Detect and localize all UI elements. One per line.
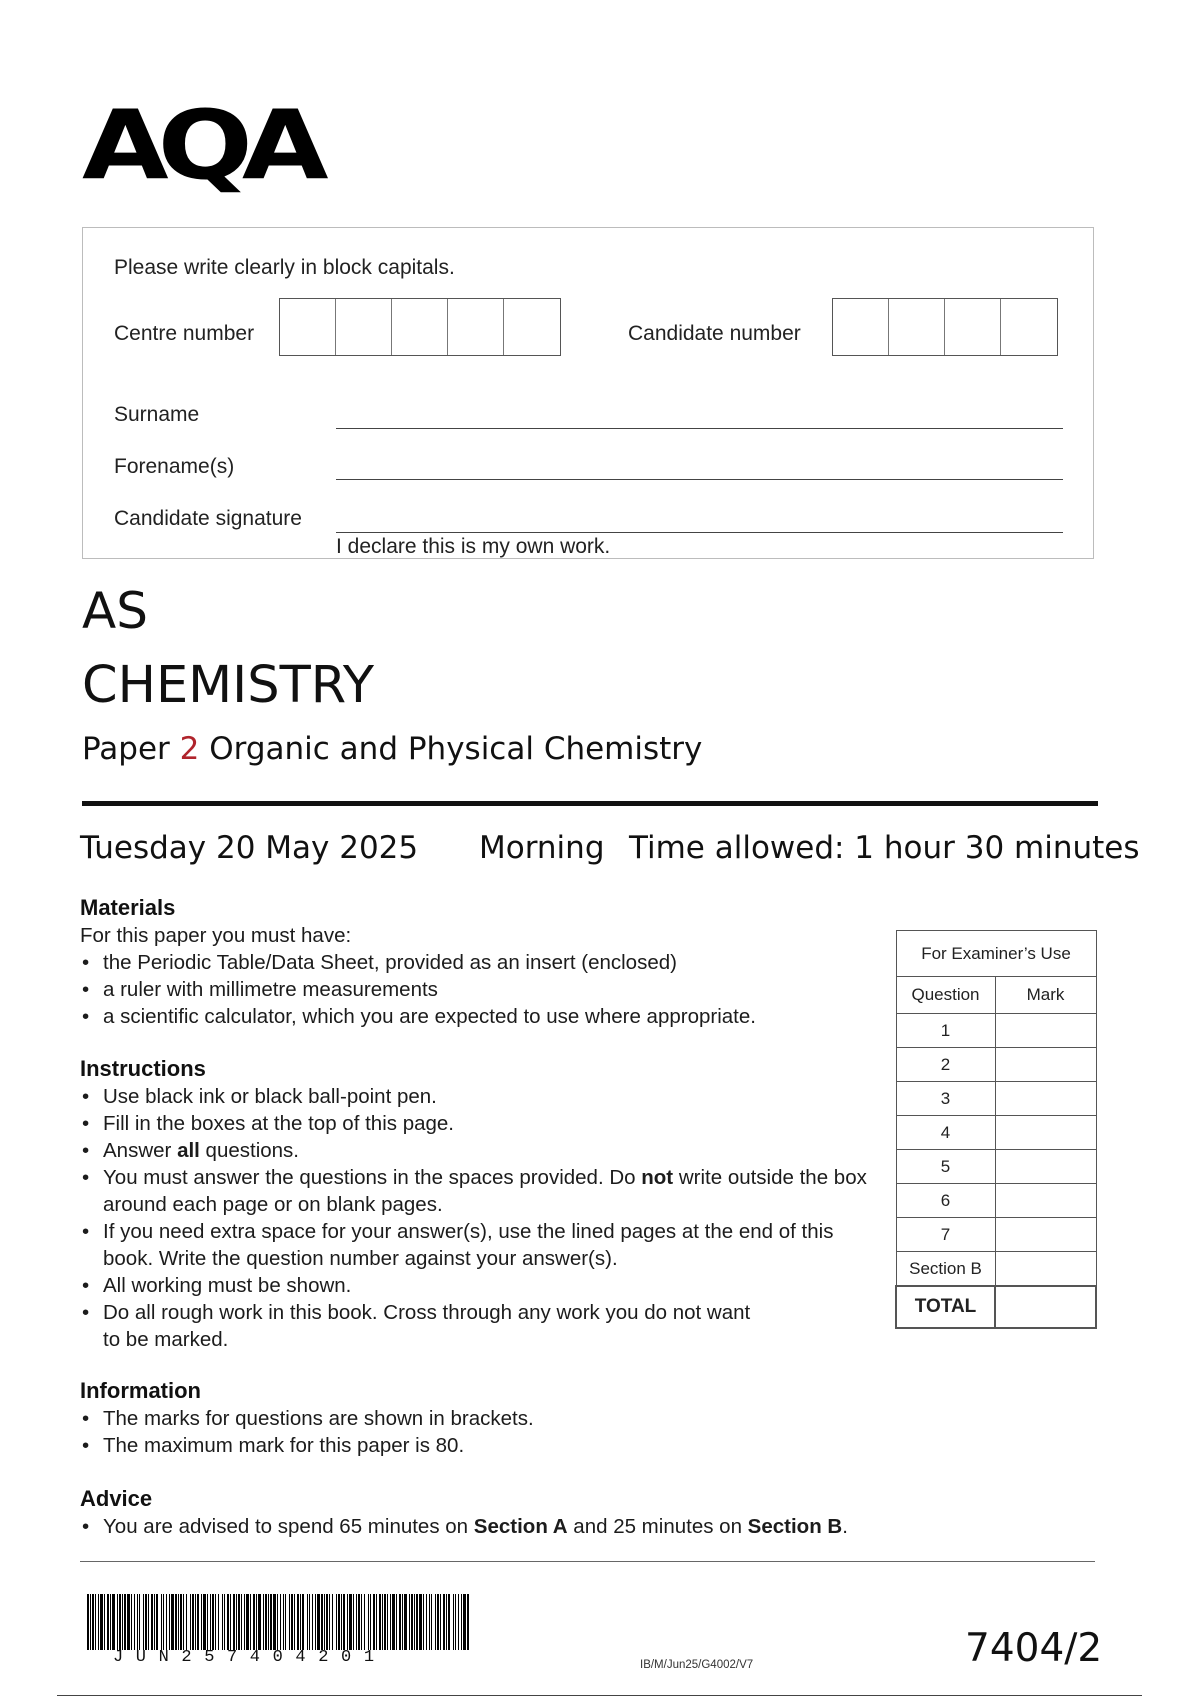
candidate-number-boxes[interactable] — [832, 298, 1058, 356]
barcode-bar — [163, 1594, 164, 1650]
barcode-bar — [321, 1594, 323, 1650]
information-heading: Information — [80, 1378, 201, 1403]
exam-session: Morning — [479, 830, 605, 866]
question-column-header: Question — [896, 977, 995, 1014]
barcode-bar — [297, 1594, 299, 1650]
barcode-bar — [233, 1594, 235, 1650]
materials-heading: Materials — [80, 895, 176, 920]
forenames-line[interactable] — [336, 479, 1063, 480]
mark-cell — [995, 1048, 1096, 1082]
barcode-bar — [246, 1594, 249, 1650]
barcode-bar — [161, 1594, 162, 1650]
mark-column-header: Mark — [995, 977, 1096, 1014]
barcode-bar — [315, 1594, 316, 1650]
barcode-bar — [244, 1594, 245, 1650]
mark-cell — [995, 1082, 1096, 1116]
candidate-number-cell[interactable] — [889, 299, 945, 355]
barcode-bar — [90, 1594, 91, 1650]
barcode-bar — [409, 1594, 410, 1650]
list-item: • Use black ink or black ball-point pen. — [80, 1083, 870, 1110]
centre-number-label: Centre number — [114, 322, 255, 345]
barcode-bar — [446, 1594, 447, 1650]
barcode-bar — [396, 1594, 397, 1650]
candidate-number-cell[interactable] — [1001, 299, 1057, 355]
barcode-bar — [107, 1594, 109, 1650]
candidate-number-label: Candidate number — [628, 322, 801, 345]
signature-line[interactable] — [336, 532, 1063, 533]
list-item: • the Periodic Table/Data Sheet, provided as an insert (enclosed) — [80, 949, 860, 976]
barcode-bar — [419, 1594, 422, 1650]
subject-title: CHEMISTRY — [82, 656, 375, 715]
barcode-bar — [127, 1594, 130, 1650]
barcode-bar — [100, 1594, 103, 1650]
barcode-bar — [435, 1594, 436, 1650]
barcode-bar — [414, 1594, 415, 1650]
barcode-bar — [402, 1594, 403, 1650]
barcode-bar — [347, 1594, 348, 1650]
barcode-bar — [112, 1594, 115, 1650]
barcode-bar — [379, 1594, 381, 1650]
materials-list — [80, 949, 860, 1030]
barcode-bar — [230, 1594, 231, 1650]
table-row: 6 — [896, 1184, 1096, 1218]
qualification-level: AS — [82, 582, 148, 640]
table-row: 2 — [896, 1048, 1096, 1082]
mark-cell — [995, 1014, 1096, 1048]
barcode-bar — [368, 1594, 369, 1650]
paper-subtitle — [82, 731, 702, 767]
mark-cell — [995, 1252, 1096, 1287]
barcode-bar — [283, 1594, 284, 1650]
barcode-bar — [392, 1594, 395, 1650]
forenames-label: Forename(s) — [114, 455, 235, 478]
barcode-bar — [134, 1594, 135, 1650]
surname-label: Surname — [114, 403, 200, 426]
total-row: TOTAL — [896, 1286, 1096, 1328]
barcode-bar — [364, 1594, 365, 1650]
barcode-bar — [143, 1594, 144, 1650]
barcode-bar — [137, 1594, 138, 1650]
materials-intro: For this paper you must have: — [80, 924, 352, 947]
table-row: 7 — [896, 1218, 1096, 1252]
list-item: • If you need extra space for your answer(s), use the lined pages at the end of this book. Write the question number against your answer(s). — [80, 1218, 870, 1272]
list-item: • The maximum mark for this paper is 80. — [80, 1432, 840, 1459]
total-mark-cell — [995, 1286, 1096, 1328]
barcode-bar — [390, 1594, 391, 1650]
list-item: • The marks for questions are shown in brackets. — [80, 1405, 840, 1432]
barcode-bar — [426, 1594, 427, 1650]
examiner-table-title: For Examiner’s Use — [896, 931, 1096, 977]
barcode-bar — [218, 1594, 219, 1650]
centre-number-cell[interactable] — [280, 299, 336, 355]
barcode-bar — [294, 1594, 295, 1650]
list-item: • You must answer the questions in the spaces provided. Do not write outside the box around each page or on blank pages. — [80, 1164, 870, 1218]
barcode-bar — [338, 1594, 340, 1650]
instructions-heading: Instructions — [80, 1056, 206, 1081]
barcode-bar — [431, 1594, 432, 1650]
table-row: 3 — [896, 1082, 1096, 1116]
list-item: • a scientific calculator, which you are expected to use where appropriate. — [80, 1003, 860, 1030]
barcode-bar — [443, 1594, 445, 1650]
barcode-bar — [253, 1594, 255, 1650]
barcode-bar — [117, 1594, 118, 1650]
block-capitals-instruction: Please write clearly in block capitals. — [114, 256, 455, 279]
barcode-bar — [166, 1594, 167, 1650]
barcode-bar — [448, 1594, 450, 1650]
barcode-bar — [171, 1594, 174, 1650]
barcode-bar — [285, 1594, 286, 1650]
barcode-bar — [437, 1594, 439, 1650]
paper-code: 7404/2 — [965, 1626, 1103, 1671]
advice-heading: Advice — [80, 1486, 153, 1511]
barcode-bar — [270, 1594, 272, 1650]
barcode-bar — [250, 1594, 251, 1650]
aqa-logo: AQA — [82, 90, 318, 201]
barcode-bar — [192, 1594, 194, 1650]
centre-number-cell[interactable] — [504, 299, 560, 355]
barcode-bar — [353, 1594, 354, 1650]
barcode-bar — [104, 1594, 105, 1650]
barcode-bar — [387, 1594, 388, 1650]
table-row: 1 — [896, 1014, 1096, 1048]
barcode-bar — [324, 1594, 325, 1650]
barcode-bar — [87, 1594, 89, 1650]
barcode-bar — [241, 1594, 242, 1650]
barcode-bar — [416, 1594, 418, 1650]
barcode-bar — [280, 1594, 281, 1650]
paper-prefix: Paper — [82, 731, 170, 767]
barcode-bar — [224, 1594, 225, 1650]
barcode-bar — [423, 1594, 424, 1650]
barcode-bar — [236, 1594, 237, 1650]
list-item: • a ruler with millimetre measurements — [80, 976, 860, 1003]
barcode-bar — [411, 1594, 413, 1650]
barcode-bar — [175, 1594, 177, 1650]
barcode-bar — [399, 1594, 401, 1650]
surname-line[interactable] — [336, 428, 1063, 429]
barcode-bar — [461, 1594, 462, 1650]
barcode-bar — [222, 1594, 223, 1650]
candidate-number-cell[interactable] — [833, 299, 889, 355]
barcode-bar — [98, 1594, 99, 1650]
paper-title: Organic and Physical Chemistry — [209, 731, 703, 767]
barcode-bar — [277, 1594, 278, 1650]
table-row: Section B — [896, 1252, 1096, 1287]
barcode-bar — [139, 1594, 140, 1650]
barcode-bar — [458, 1594, 459, 1650]
barcode-bar — [227, 1594, 229, 1650]
barcode-bar — [467, 1594, 469, 1650]
barcode-bar — [148, 1594, 149, 1650]
barcode-bar — [215, 1594, 216, 1650]
list-item: • Fill in the boxes at the top of this page. — [80, 1110, 870, 1137]
barcode-bar — [263, 1594, 264, 1650]
barcode-bar — [180, 1594, 182, 1650]
barcode-bar — [332, 1594, 333, 1650]
barcode-bar — [92, 1594, 94, 1650]
barcode-bar — [110, 1594, 111, 1650]
barcode-bar — [307, 1594, 308, 1650]
centre-number-cell[interactable] — [392, 299, 448, 355]
barcode-bar — [300, 1594, 301, 1650]
examiner-use-table — [895, 930, 1097, 1329]
advice-list — [80, 1513, 980, 1540]
barcode-bar — [210, 1594, 211, 1650]
barcode-bar — [203, 1594, 206, 1650]
list-item: • You are advised to spend 65 minutes on Section A and 25 minutes on Section B. — [80, 1513, 980, 1540]
header-divider — [82, 801, 1098, 806]
barcode-bar — [156, 1594, 158, 1650]
mark-cell — [995, 1150, 1096, 1184]
mark-cell — [995, 1218, 1096, 1252]
barcode-bar — [336, 1594, 337, 1650]
barcode-bar — [429, 1594, 430, 1650]
page-bottom-rule — [57, 1695, 1142, 1696]
barcode-bar — [197, 1594, 199, 1650]
barcode-bar — [326, 1594, 328, 1650]
barcode-bar — [207, 1594, 208, 1650]
barcode-bar — [312, 1594, 313, 1650]
barcode-bar — [289, 1594, 290, 1650]
barcode-bar — [131, 1594, 132, 1650]
barcode-bar — [384, 1594, 386, 1650]
list-item: • Answer all questions. — [80, 1137, 870, 1164]
list-item: • Do all rough work in this book. Cross through any work you do not want to be marked. — [80, 1299, 763, 1353]
barcode-bar — [382, 1594, 383, 1650]
barcode-bar — [317, 1594, 320, 1650]
barcode-bar — [201, 1594, 202, 1650]
barcode-bar — [273, 1594, 276, 1650]
information-list — [80, 1405, 840, 1459]
reference-code: IB/M/Jun25/G4002/V7 — [640, 1659, 754, 1671]
centre-number-boxes[interactable] — [279, 298, 561, 356]
barcode-bar — [309, 1594, 310, 1650]
barcode-bar — [122, 1594, 123, 1650]
barcode-bar — [183, 1594, 184, 1650]
barcode-bar — [404, 1594, 407, 1650]
list-item: • All working must be shown. — [80, 1272, 870, 1299]
barcode-bar — [238, 1594, 240, 1650]
exam-date: Tuesday 20 May 2025 — [80, 830, 419, 866]
signature-label: Candidate signature — [114, 507, 302, 530]
barcode-bar — [329, 1594, 330, 1650]
footer-divider — [80, 1561, 1095, 1562]
barcode-bar — [361, 1594, 362, 1650]
time-allowed: Time allowed: 1 hour 30 minutes — [629, 830, 1140, 866]
barcode-bar — [463, 1594, 466, 1650]
barcode-bar — [124, 1594, 126, 1650]
barcode-bar — [356, 1594, 357, 1650]
barcode-bar — [95, 1594, 96, 1650]
barcode-bar — [178, 1594, 179, 1650]
barcode-bar — [190, 1594, 191, 1650]
barcode-bar — [145, 1594, 147, 1650]
centre-number-cell[interactable] — [448, 299, 504, 355]
table-row: 5 — [896, 1150, 1096, 1184]
barcode-bar — [358, 1594, 360, 1650]
barcode-bar — [265, 1594, 267, 1650]
barcode-bar — [186, 1594, 187, 1650]
barcode-bar — [376, 1594, 377, 1650]
barcode — [87, 1594, 470, 1650]
barcode-bar — [169, 1594, 170, 1650]
barcode-bar — [154, 1594, 155, 1650]
barcode-bar — [291, 1594, 293, 1650]
barcode-bar — [341, 1594, 342, 1650]
barcode-bar — [455, 1594, 456, 1650]
barcode-bar — [370, 1594, 371, 1650]
mark-cell — [995, 1184, 1096, 1218]
barcode-bar — [256, 1594, 257, 1650]
barcode-bar — [119, 1594, 121, 1650]
barcode-bar — [440, 1594, 441, 1650]
table-row: 4 — [896, 1116, 1096, 1150]
barcode-bar — [258, 1594, 261, 1650]
barcode-bar — [349, 1594, 352, 1650]
barcode-bar — [151, 1594, 153, 1650]
barcode-bar — [373, 1594, 375, 1650]
candidate-number-cell[interactable] — [945, 299, 1001, 355]
barcode-bar — [212, 1594, 214, 1650]
barcode-number: JUN257404201 — [113, 1648, 387, 1667]
barcode-bar — [453, 1594, 454, 1650]
declaration-text: I declare this is my own work. — [336, 535, 611, 558]
instructions-list — [80, 1083, 870, 1353]
barcode-bar — [302, 1594, 304, 1650]
barcode-bar — [195, 1594, 196, 1650]
mark-cell — [995, 1116, 1096, 1150]
centre-number-cell[interactable] — [336, 299, 392, 355]
paper-number: 2 — [179, 731, 200, 767]
barcode-bar — [268, 1594, 269, 1650]
barcode-bar — [343, 1594, 345, 1650]
